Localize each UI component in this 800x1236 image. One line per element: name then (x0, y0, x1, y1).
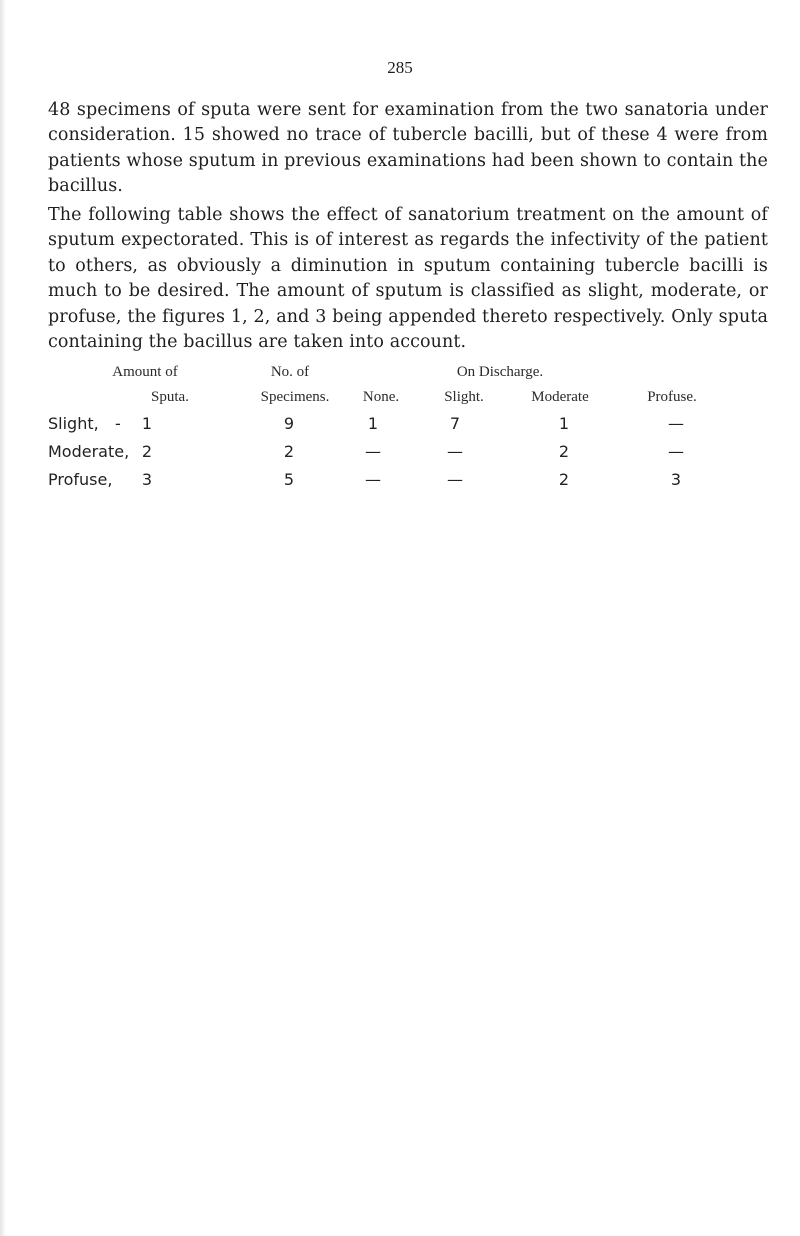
cell-none: — (365, 442, 381, 461)
cell-profuse: 3 (670, 470, 682, 489)
header-profuse: Profuse. (647, 389, 697, 405)
cell-none: — (365, 470, 381, 489)
row-label: Profuse, (48, 470, 113, 489)
cell-moderate: 2 (558, 442, 570, 461)
row-label: Moderate, (48, 442, 130, 461)
header-amount-of: Amount of (112, 364, 178, 380)
cell-profuse: — (668, 442, 684, 461)
row-separator: - (115, 414, 121, 433)
cell-specimens: 9 (283, 414, 295, 433)
header-slight: Slight. (444, 389, 484, 405)
cell-slight: 7 (449, 414, 461, 433)
row-label: Slight, (48, 414, 99, 433)
page-number: 285 (387, 58, 413, 77)
cell-slight: — (447, 470, 463, 489)
paragraph-specimens: 48 specimens of sputa were sent for examination from the two sanatoria under consideration. 15 showed no trace of tubercle bacilli, but of these 4 were from patients whose sputum in previous examinations had been shown to contain the bacillus. (48, 100, 768, 197)
cell-moderate: 2 (558, 470, 570, 489)
cell-specimens: 5 (283, 470, 295, 489)
cell-profuse: — (668, 414, 684, 433)
header-sputa: Sputa. (151, 389, 189, 405)
header-specimens: Specimens. (260, 389, 330, 405)
header-none: None. (362, 389, 400, 405)
cell-none: 1 (367, 414, 379, 433)
cell-specimens: 2 (283, 442, 295, 461)
paragraph-table-intro: The following table shows the effect of sanatorium treatment on the amount of sputum expectorated. This is of interest as regards the infectivity of the patient to others, as obviously a diminution in sputum containing tubercle bacilli is much to be desired. The amount of sputum is classified as slight, moderate, or profuse, the figures 1, 2, and 3 being appended thereto respectively. Only sputa containing the bacillus are taken into account. (48, 205, 768, 353)
row-code: 1 (141, 414, 153, 433)
cell-slight: — (447, 442, 463, 461)
sputum-table (0, 0, 800, 520)
header-on-discharge: On Discharge. (456, 364, 544, 380)
header-no-of: No. of (270, 364, 310, 380)
header-moderate: Moderate (531, 389, 589, 405)
cell-moderate: 1 (558, 414, 570, 433)
row-code: 2 (141, 442, 153, 461)
row-code: 3 (141, 470, 153, 489)
